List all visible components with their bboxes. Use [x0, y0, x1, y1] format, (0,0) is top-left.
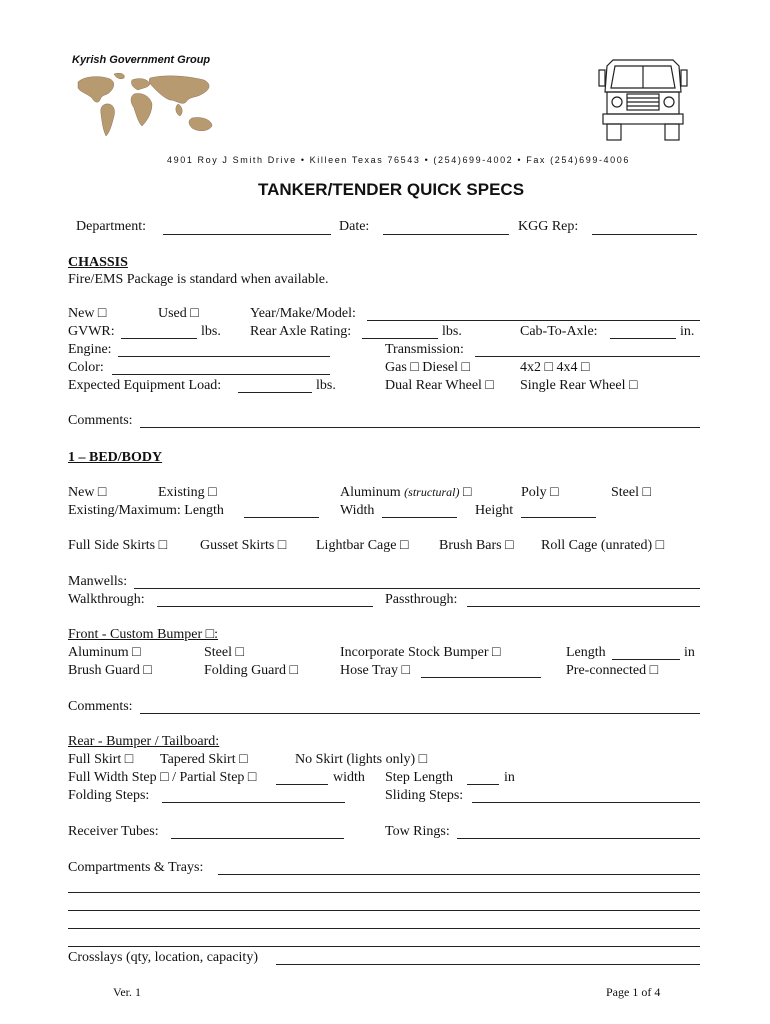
world-map-logo [70, 70, 225, 140]
step-type-checkboxes[interactable]: Full Width Step □ / Partial Step □ [68, 770, 257, 785]
walkthrough-field[interactable] [157, 606, 373, 607]
walkthrough-label: Walkthrough: [68, 592, 145, 607]
chassis-comments-label: Comments: [68, 413, 133, 428]
equip-load-label: Expected Equipment Load: [68, 378, 222, 393]
front-aluminum-checkbox[interactable]: Aluminum □ [68, 645, 141, 660]
gvwr-field[interactable] [121, 338, 197, 339]
bed-length-field[interactable] [244, 517, 319, 518]
hose-tray-field[interactable] [421, 677, 541, 678]
hose-tray-checkbox[interactable]: Hose Tray □ [340, 663, 410, 678]
bed-height-label: Height [475, 503, 514, 518]
no-skirt-checkbox[interactable]: No Skirt (lights only) □ [295, 752, 428, 767]
sliding-steps-field[interactable] [472, 802, 700, 803]
crosslays-field[interactable] [276, 964, 700, 965]
department-field[interactable] [163, 234, 331, 235]
rear-axle-unit: lbs. [442, 324, 462, 339]
receiver-tubes-label: Receiver Tubes: [68, 824, 159, 839]
bed-new-checkbox[interactable]: New □ [68, 485, 107, 500]
rear-axle-label: Rear Axle Rating: [250, 324, 352, 339]
bed-body-heading: 1 – BED/BODY [68, 450, 163, 465]
version-label: Ver. 1 [113, 985, 141, 999]
chassis-used-checkbox[interactable]: Used □ [158, 306, 199, 321]
full-skirt-checkbox[interactable]: Full Skirt □ [68, 752, 134, 767]
cab-to-axle-unit: in. [680, 324, 695, 339]
page-number: Page 1 of 4 [606, 985, 661, 999]
company-address: 4901 Roy J Smith Drive • Killeen Texas 76543 • (254)699-4002 • Fax (254)699-4006 [167, 155, 630, 165]
front-length-field[interactable] [612, 659, 680, 660]
dual-rear-wheel-checkbox[interactable]: Dual Rear Wheel □ [385, 378, 494, 393]
step-length-label: Step Length [385, 770, 454, 785]
compartments-field[interactable] [218, 874, 700, 875]
receiver-tubes-field[interactable] [171, 838, 344, 839]
drive-checkboxes[interactable]: 4x2 □ 4x4 □ [520, 360, 590, 375]
date-field[interactable] [383, 234, 509, 235]
rear-bumper-heading: Rear - Bumper / Tailboard: [68, 734, 220, 749]
brush-bars-checkbox[interactable]: Brush Bars □ [439, 538, 514, 553]
passthrough-label: Passthrough: [385, 592, 458, 607]
year-make-model-field[interactable] [367, 320, 700, 321]
gvwr-unit: lbs. [201, 324, 221, 339]
date-label: Date: [339, 219, 370, 234]
front-length-label: Length [566, 645, 606, 660]
folding-guard-checkbox[interactable]: Folding Guard □ [204, 663, 299, 678]
compartments-line-2[interactable] [68, 892, 700, 893]
rear-axle-field[interactable] [362, 338, 438, 339]
existing-max-length-label: Existing/Maximum: Length [68, 503, 224, 518]
aluminum-box: □ [463, 485, 472, 500]
folding-steps-label: Folding Steps: [68, 788, 150, 803]
step-length-unit: in [504, 770, 515, 785]
front-length-unit: in [684, 645, 695, 660]
compartments-line-4[interactable] [68, 928, 700, 929]
transmission-field[interactable] [475, 356, 700, 357]
front-comments-label: Comments: [68, 699, 133, 714]
gvwr-label: GVWR: [68, 324, 115, 339]
form-title: TANKER/TENDER QUICK SPECS [258, 180, 525, 199]
manwells-label: Manwells: [68, 574, 128, 589]
chassis-comments-field[interactable] [140, 427, 700, 428]
tapered-skirt-checkbox[interactable]: Tapered Skirt □ [160, 752, 248, 767]
bed-existing-checkbox[interactable]: Existing □ [158, 485, 217, 500]
structural-note: (structural) [404, 485, 460, 499]
aluminum-label: Aluminum [340, 485, 401, 500]
equip-load-unit: lbs. [316, 378, 336, 393]
cab-to-axle-field[interactable] [610, 338, 676, 339]
color-label: Color: [68, 360, 104, 375]
transmission-label: Transmission: [385, 342, 464, 357]
color-field[interactable] [112, 374, 330, 375]
step-width-label: width [333, 770, 365, 785]
preconnected-checkbox[interactable]: Pre-connected □ [566, 663, 659, 678]
bed-steel-checkbox[interactable]: Steel □ [611, 485, 651, 500]
sliding-steps-label: Sliding Steps: [385, 788, 464, 803]
bed-width-label: Width [340, 503, 375, 518]
department-label: Department: [76, 219, 146, 234]
tow-rings-field[interactable] [457, 838, 700, 839]
engine-field[interactable] [118, 356, 330, 357]
compartments-line-5[interactable] [68, 946, 700, 947]
lightbar-cage-checkbox[interactable]: Lightbar Cage □ [316, 538, 409, 553]
step-width-field[interactable] [276, 784, 328, 785]
engine-label: Engine: [68, 342, 112, 357]
compartments-label: Compartments & Trays: [68, 860, 204, 875]
equip-load-field[interactable] [238, 392, 312, 393]
bed-height-field[interactable] [521, 517, 596, 518]
bed-width-field[interactable] [382, 517, 457, 518]
chassis-new-checkbox[interactable]: New □ [68, 306, 107, 321]
compartments-line-3[interactable] [68, 910, 700, 911]
bed-aluminum-checkbox[interactable] [340, 485, 471, 501]
front-steel-checkbox[interactable]: Steel □ [204, 645, 244, 660]
tow-rings-label: Tow Rings: [385, 824, 450, 839]
folding-steps-field[interactable] [162, 802, 345, 803]
year-make-model-label: Year/Make/Model: [250, 306, 356, 321]
bed-poly-checkbox[interactable]: Poly □ [521, 485, 559, 500]
gusset-skirts-checkbox[interactable]: Gusset Skirts □ [200, 538, 287, 553]
company-name: Kyrish Government Group [72, 54, 211, 66]
chassis-note: Fire/EMS Package is standard when available. [68, 272, 329, 287]
incorporate-stock-bumper-checkbox[interactable]: Incorporate Stock Bumper □ [340, 645, 501, 660]
front-comments-field[interactable] [140, 713, 700, 714]
roll-cage-checkbox[interactable]: Roll Cage (unrated) □ [541, 538, 665, 553]
fire-truck-icon [597, 54, 689, 142]
passthrough-field[interactable] [467, 606, 700, 607]
cab-to-axle-label: Cab-To-Axle: [520, 324, 598, 339]
fuel-checkboxes[interactable]: Gas □ Diesel □ [385, 360, 470, 375]
manwells-field[interactable] [134, 588, 700, 589]
kgg-rep-field[interactable] [592, 234, 697, 235]
front-bumper-heading[interactable]: Front - Custom Bumper □: [68, 627, 219, 642]
single-rear-wheel-checkbox[interactable]: Single Rear Wheel □ [520, 378, 638, 393]
brush-guard-checkbox[interactable]: Brush Guard □ [68, 663, 152, 678]
crosslays-label: Crosslays (qty, location, capacity) [68, 950, 258, 965]
kgg-rep-label: KGG Rep: [518, 219, 579, 234]
step-length-field[interactable] [467, 784, 499, 785]
full-side-skirts-checkbox[interactable]: Full Side Skirts □ [68, 538, 168, 553]
chassis-heading: CHASSIS [68, 255, 128, 270]
